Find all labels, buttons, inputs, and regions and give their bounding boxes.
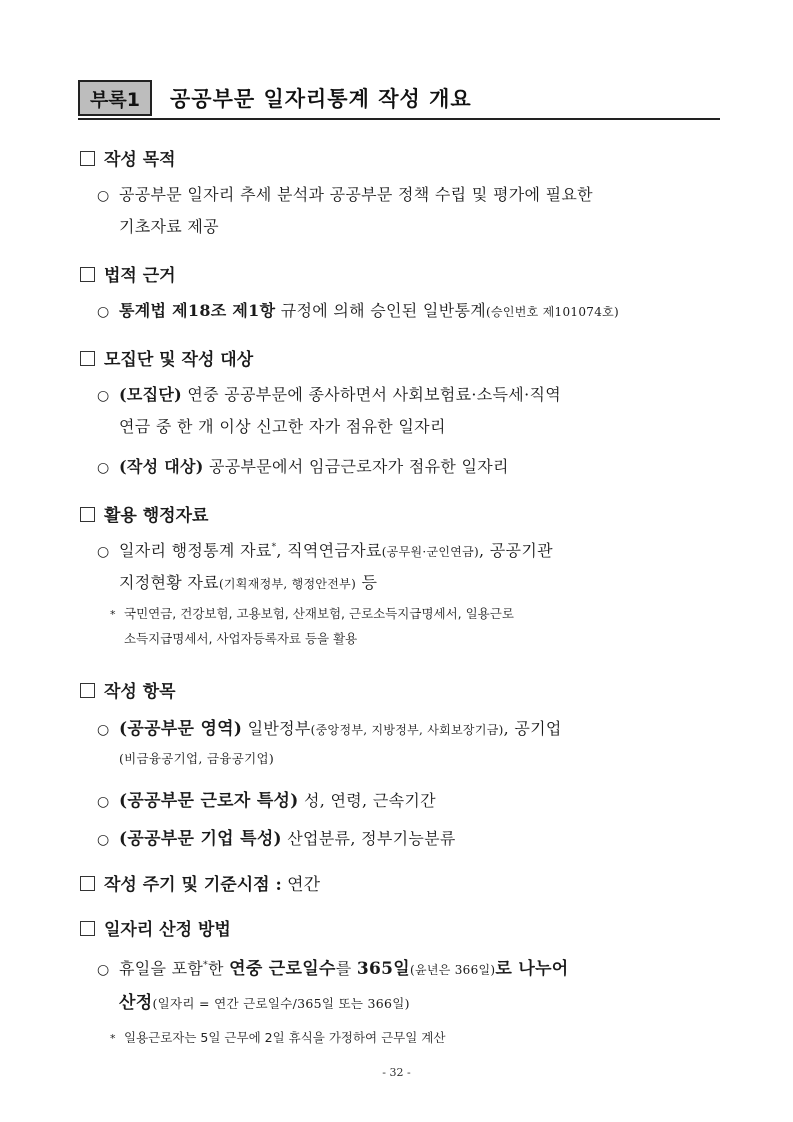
section-legal-basis	[80, 261, 176, 286]
checkbox-square-icon	[80, 683, 95, 698]
circle-bullet-icon: ○	[97, 544, 110, 560]
checkbox-square-icon	[80, 151, 95, 166]
item-text: 공공부문 일자리 추세 분석과 공공부문 정책 수립 및 평가에 필요한	[119, 185, 593, 204]
item-emphasis: 연중 근로일수	[229, 959, 336, 979]
item-note: (공무원·군인연금)	[381, 545, 480, 559]
item-note: (일자리 = 연간 근로일수/365일 또는 366일)	[152, 996, 410, 1011]
item-label: (공공부문 근로자 특성)	[119, 791, 299, 811]
section-population	[80, 345, 253, 370]
section-title: 작성 주기 및 기준시점 :	[104, 875, 282, 895]
section-title: 활용 행정자료	[104, 506, 209, 526]
item-text: , 공기업	[503, 719, 562, 738]
target-item	[97, 454, 509, 477]
approval-number: (승인번호 제101074호)	[485, 305, 620, 319]
item-note: (윤년은 366일)	[409, 963, 496, 977]
item-text: 일자리 행정통계 자료	[119, 541, 272, 560]
method-item-cont	[119, 988, 410, 1013]
section-title: 작성 항목	[104, 682, 176, 702]
checkbox-square-icon	[80, 876, 95, 891]
section-title: 법적 근거	[104, 266, 176, 286]
item-text: 지정현황 자료	[119, 573, 219, 592]
item-text: 를	[335, 959, 357, 978]
circle-bullet-icon: ○	[97, 722, 110, 738]
purpose-item-cont: 기초자료 제공	[119, 217, 219, 236]
section-title: 일자리 산정 방법	[104, 920, 231, 940]
section-cycle	[80, 870, 320, 895]
domain-item-cont: (비금융공기업, 금융공기업)	[119, 751, 275, 766]
circle-bullet-icon: ○	[97, 388, 110, 404]
method-item	[97, 954, 569, 979]
population-item	[97, 382, 561, 405]
domain-item	[97, 714, 562, 739]
footnote-text: 일용근로자는 5일 근무에 2일 휴식을 가정하여 근무일 계산	[124, 1030, 446, 1045]
section-title: 작성 목적	[104, 150, 176, 170]
item-label: (공공부문 영역)	[119, 719, 243, 739]
checkbox-square-icon	[80, 921, 95, 936]
admin-data-item	[97, 538, 553, 561]
item-text: , 직역연금자료	[276, 541, 382, 560]
section-purpose	[80, 145, 176, 170]
enterprise-item	[97, 824, 456, 849]
population-item-cont: 연금 중 한 개 이상 신고한 자가 점유한 일자리	[119, 417, 446, 436]
checkbox-square-icon	[80, 507, 95, 522]
page-title: 공공부문 일자리통계 작성 개요	[170, 87, 472, 111]
section-title: 모집단 및 작성 대상	[104, 350, 254, 370]
admin-data-footnote-cont: 소득지급명세서, 사업자등록자료 등을 활용	[124, 631, 358, 646]
footnote-mark: *	[203, 960, 208, 971]
item-emphasis: 산정	[119, 993, 153, 1013]
item-text: 산업분류, 정부기능분류	[281, 829, 456, 848]
footnote-text: 국민연금, 건강보험, 고용보험, 산재보험, 근로소득지급명세서, 일용근로	[124, 606, 514, 621]
cycle-value: 연간	[281, 875, 320, 895]
circle-bullet-icon: ○	[97, 188, 110, 204]
item-note: (중앙정부, 지방정부, 사회보장기금)	[310, 723, 504, 737]
item-text: 한	[207, 959, 230, 978]
law-reference: 통계법 제18조 제1항	[119, 301, 276, 320]
item-emphasis: 로 나누어	[495, 959, 569, 979]
item-text: 휴일을 포함	[119, 959, 204, 978]
circle-bullet-icon: ○	[97, 460, 110, 476]
circle-bullet-icon: ○	[97, 304, 110, 320]
item-text: 성, 연령, 근속기간	[298, 791, 436, 810]
checkbox-square-icon	[80, 267, 95, 282]
item-text: 일반정부	[242, 719, 311, 738]
legal-item	[97, 298, 619, 321]
appendix-tag: 부록1	[78, 80, 152, 116]
purpose-item	[97, 182, 593, 205]
item-text: 공공부문에서 임금근로자가 점유한 일자리	[203, 457, 509, 476]
page-number: - 32 -	[382, 1066, 411, 1079]
worker-item	[97, 786, 436, 811]
item-label: (작성 대상)	[119, 457, 204, 476]
section-admin-data	[80, 501, 208, 526]
method-footnote	[110, 1028, 445, 1046]
section-method	[80, 915, 231, 940]
item-text: , 공공기관	[479, 541, 553, 560]
checkbox-square-icon	[80, 351, 95, 366]
footnote-mark: *	[271, 542, 277, 553]
item-emphasis: 365일	[356, 959, 410, 979]
section-items	[80, 677, 176, 702]
circle-bullet-icon: ○	[97, 832, 110, 848]
item-note: (기획재정부, 행정안전부)	[218, 577, 357, 591]
footnote-mark: *	[110, 608, 116, 621]
admin-data-item-cont	[119, 570, 377, 593]
item-label: (모집단)	[119, 385, 183, 404]
admin-data-footnote	[110, 604, 514, 622]
item-text: 규정에 의해 승인된 일반통계	[275, 301, 486, 320]
circle-bullet-icon: ○	[97, 962, 110, 978]
footnote-mark: *	[110, 1032, 116, 1045]
item-label: (공공부문 기업 특성)	[119, 829, 282, 849]
item-text: 연중 공공부문에 종사하면서 사회보험료·소득세·직역	[182, 385, 561, 404]
circle-bullet-icon: ○	[97, 794, 110, 810]
item-text: 등	[356, 573, 378, 592]
appendix-header	[78, 80, 720, 120]
